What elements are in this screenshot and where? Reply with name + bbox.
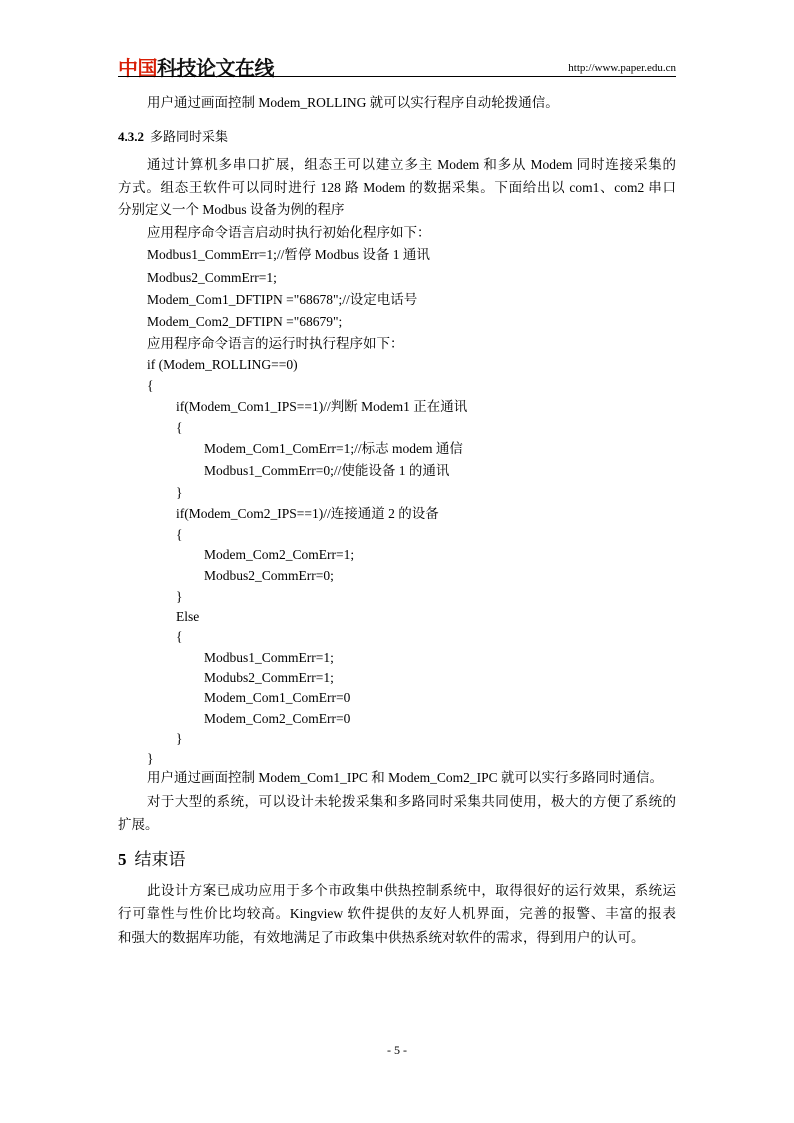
- code-line: Modbus2_CommErr=1;: [147, 270, 277, 285]
- page-number: - 5 -: [387, 1043, 407, 1057]
- code-line: {: [147, 378, 154, 393]
- logo-black-text: 科技论文在线: [157, 56, 274, 80]
- subsection-title: 多路同时采集: [150, 129, 229, 144]
- subsection-number: 4.3.2: [118, 129, 144, 144]
- text-line: 用户通过画面控制 Modem_Com1_IPC 和 Modem_Com2_IPC 就可以实行多路同时通信。: [147, 770, 664, 785]
- text-line: 方式。组态王软件可以同时进行 128 路 Modem 的数据采集。下面给出以 com1、com2 串口: [118, 180, 676, 195]
- code-line: 应用程序命令语言的运行时执行程序如下：: [147, 336, 404, 351]
- text-line: 此设计方案已成功应用于多个市政集中供热控制系统中，取得很好的运行效果，系统运: [147, 883, 676, 898]
- text-line: 用户通过画面控制 Modem_ROLLING 就可以实行程序自动轮拨通信。: [147, 95, 559, 110]
- logo-red-text: 中国: [118, 56, 157, 80]
- header-url[interactable]: http://www.paper.edu.cn: [568, 62, 676, 74]
- text-line: 通过计算机多串口扩展，组态王可以建立多主 Modem 和多从 Modem 同时连接采集的: [147, 157, 676, 172]
- text-line: 扩展。: [118, 817, 159, 832]
- section-title: 结束语: [134, 850, 186, 869]
- code-line: Modem_Com2_DFTIPN ="68679";: [147, 314, 343, 329]
- code-line: Modubs2_CommErr=1;: [204, 670, 334, 685]
- code-line: Modem_Com1_ComErr=0: [204, 690, 351, 705]
- subsection-heading: [118, 127, 228, 147]
- code-line: {: [176, 527, 183, 542]
- section-heading: [118, 848, 186, 872]
- section-number: 5: [118, 850, 127, 869]
- code-line: Else: [176, 609, 200, 624]
- text-line: 分别定义一个 Modbus 设备为例的程序: [118, 202, 345, 217]
- text-line: 对于大型的系统，可以设计未轮拨采集和多路同时采集共同使用，极大的方便了系统的: [147, 794, 676, 809]
- code-line: }: [176, 731, 183, 746]
- code-line: Modbus1_CommErr=1;//暂停 Modbus 设备 1 通讯: [147, 247, 430, 262]
- code-line: Modbus2_CommErr=0;: [204, 568, 334, 583]
- code-line: Modbus1_CommErr=1;: [204, 650, 334, 665]
- header-rule: [118, 76, 676, 77]
- code-line: }: [147, 751, 154, 766]
- code-line: if (Modem_ROLLING==0): [147, 357, 298, 372]
- code-line: Modbus1_CommErr=0;//使能设备 1 的通讯: [204, 463, 450, 478]
- code-line: }: [176, 589, 183, 604]
- code-line: Modem_Com2_ComErr=1;: [204, 547, 355, 562]
- code-line: Modem_Com1_ComErr=1;//标志 modem 通信: [204, 441, 463, 456]
- code-line: Modem_Com1_DFTIPN ="68678";//设定电话号: [147, 292, 418, 307]
- code-line: {: [176, 420, 183, 435]
- text-line: 行可靠性与性价比均较高。Kingview 软件提供的友好人机界面，完善的报警、丰富的报表: [118, 906, 676, 921]
- code-line: if(Modem_Com1_IPS==1)//判断 Modem1 正在通讯: [176, 399, 468, 414]
- text-line: 和强大的数据库功能，有效地满足了市政集中供热系统对软件的需求，得到用户的认可。: [118, 930, 645, 945]
- page-header: [118, 48, 676, 80]
- code-line: if(Modem_Com2_IPS==1)//连接通道 2 的设备: [176, 506, 439, 521]
- code-line: Modem_Com2_ComErr=0: [204, 711, 351, 726]
- code-line: 应用程序命令语言启动时执行初始化程序如下：: [147, 225, 431, 240]
- code-line: }: [176, 485, 183, 500]
- code-line: {: [176, 629, 183, 644]
